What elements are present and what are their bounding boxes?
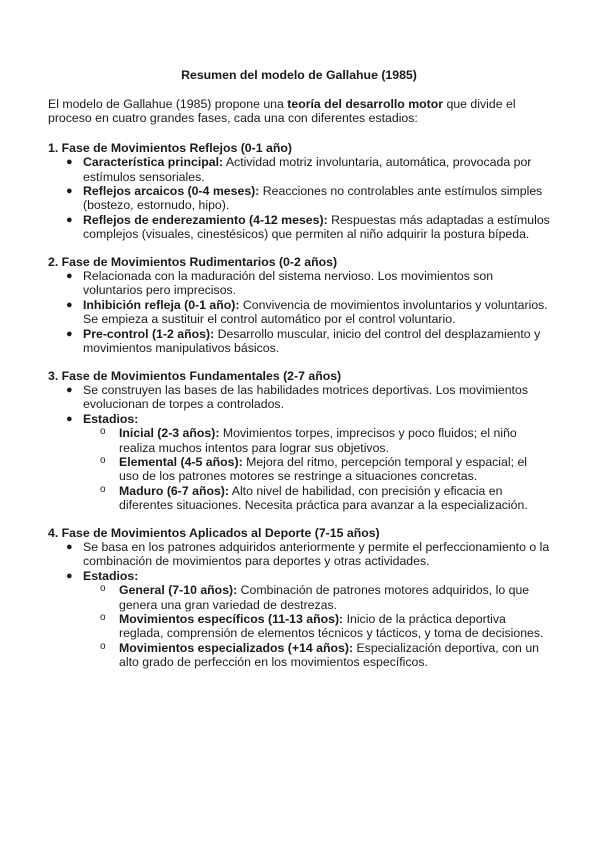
bullet-list xyxy=(48,155,550,241)
item-text: Movimientos torpes, imprecisos y poco fluidos; el niño realiza muchos intentos para lograr sus objetivos. xyxy=(119,426,517,455)
bullet-icon: ● xyxy=(66,156,73,169)
section-heading: 1. Fase de Movimientos Reflejos (0-1 año) xyxy=(48,140,292,155)
item-label: Movimientos específicos (11-13 años): xyxy=(119,612,344,626)
circle-bullet-icon: o xyxy=(100,640,106,652)
list-item xyxy=(48,269,550,298)
section-heading: 4. Fase de Movimientos Aplicados al Deporte (7-15 años) xyxy=(48,525,380,540)
intro-text-start: El modelo de Gallahue (1985) propone una xyxy=(48,97,288,111)
item-text: Combinación de patrones motores adquiridos, lo que genera una gran variedad de destrezas. xyxy=(119,583,530,612)
bullet-icon: ● xyxy=(66,569,73,582)
intro-text-end: que divide el proceso en cuatro grandes fases, cada una con diferentes estadios: xyxy=(48,97,516,126)
item-label: Reflejos de enderezamiento (4-12 meses): xyxy=(83,212,328,227)
item-text: Respuestas más adaptadas a estímulos complejos (visuales, cinestésicos) que permiten al niño adquirir la postura bípeda. xyxy=(83,212,550,242)
item-label: Inhibición refleja (0-1 año): xyxy=(83,297,240,312)
item-text: Convivencia de movimientos involuntarios y voluntarios. Se empieza a sustituir el control automático por el control voluntario. xyxy=(83,297,548,327)
intro-text-bold: teoría del desarrollo motor xyxy=(287,97,444,111)
item-label: Estadios: xyxy=(83,411,139,426)
sub-list xyxy=(83,426,550,512)
sub-list-item xyxy=(83,426,550,455)
item-label: Movimientos especializados (+14 años): xyxy=(119,640,354,655)
bullet-list xyxy=(48,269,550,355)
item-label: Pre-control (1-2 años): xyxy=(83,326,215,341)
list-item xyxy=(48,412,550,513)
list-item xyxy=(48,327,550,356)
bullet-icon: ● xyxy=(66,412,73,425)
item-text: Actividad motriz involuntaria, automática, provocada por estímulos sensoriales. xyxy=(83,155,532,184)
section-fundamentales xyxy=(48,369,550,513)
bullet-icon: ● xyxy=(66,213,73,226)
item-text: Especialización deportiva, con un alto grado de perfección en los movimientos específicos. xyxy=(119,640,539,670)
item-label: Elemental (4-5 años): xyxy=(119,454,243,469)
item-text: Reacciones no controlables ante estímulos simples (bostezo, estornudo, hipo). xyxy=(83,184,543,213)
sub-list-item xyxy=(83,583,550,612)
bullet-icon: ● xyxy=(66,383,73,396)
sub-list-item xyxy=(83,484,550,513)
list-item xyxy=(48,569,550,670)
item-text: Desarrollo muscular, inicio del control del desplazamiento y movimientos manipulativos básicos. xyxy=(83,326,541,356)
circle-bullet-icon: o xyxy=(100,454,106,466)
section-aplicados xyxy=(48,526,550,670)
section-rudimentarios xyxy=(48,255,550,356)
circle-bullet-icon: o xyxy=(100,426,106,438)
item-label: Maduro (6-7 años): xyxy=(119,483,229,498)
item-label: Característica principal: xyxy=(83,155,224,170)
item-label: Inicial (2-3 años): xyxy=(119,426,220,441)
circle-bullet-icon: o xyxy=(100,583,106,595)
list-item xyxy=(48,213,550,242)
bullet-list xyxy=(48,540,550,670)
item-label: General (7-10 años): xyxy=(119,583,238,598)
bullet-icon: ● xyxy=(66,327,73,340)
item-text: Inicio de la práctica deportiva reglada, comprensión de elementos técnicos y tácticos, y toma de decisiones. xyxy=(119,612,544,641)
document-title: Resumen del modelo de Gallahue (1985) xyxy=(181,68,417,82)
list-item xyxy=(48,184,550,213)
section-reflejos xyxy=(48,141,550,242)
list-item xyxy=(48,155,550,184)
circle-bullet-icon: o xyxy=(100,612,106,623)
list-item xyxy=(48,383,550,412)
list-item xyxy=(48,298,550,327)
sub-list-item xyxy=(83,612,550,641)
sub-list-item xyxy=(83,455,550,484)
item-label: Estadios: xyxy=(83,568,139,583)
sub-list-item xyxy=(83,641,550,670)
item-text: Se construyen las bases de las habilidades motrices deportivas. Los movimientos evolucionan de torpes a controlados. xyxy=(83,382,528,412)
item-text: Se basa en los patrones adquiridos anteriormente y permite el perfeccionamiento o la combinación de movimientos para deportes y otras actividades. xyxy=(83,539,550,569)
bullet-list xyxy=(48,383,550,513)
bullet-icon: ● xyxy=(66,270,73,283)
intro-paragraph xyxy=(48,97,550,126)
bullet-icon: ● xyxy=(66,298,73,311)
bullet-icon: ● xyxy=(66,540,73,553)
item-text: Alto nivel de habilidad, con precisión y eficacia en diferentes situaciones. Necesita práctica para avanzar a la especialización. xyxy=(119,483,528,513)
section-heading: 2. Fase de Movimientos Rudimentarios (0-2 años) xyxy=(48,254,338,269)
sub-list xyxy=(83,583,550,669)
section-heading: 3. Fase de Movimientos Fundamentales (2-7 años) xyxy=(48,368,342,383)
item-text: Relacionada con la maduración del sistema nervioso. Los movimientos son voluntarios pero imprecisos. xyxy=(83,269,494,298)
item-label: Reflejos arcaicos (0-4 meses): xyxy=(83,184,260,199)
bullet-icon: ● xyxy=(66,185,73,198)
circle-bullet-icon: o xyxy=(100,483,106,495)
list-item xyxy=(48,540,550,569)
item-text: Mejora del ritmo, percepción temporal y espacial; el uso de los patrones motores se restringe a situaciones concretas. xyxy=(119,454,528,484)
